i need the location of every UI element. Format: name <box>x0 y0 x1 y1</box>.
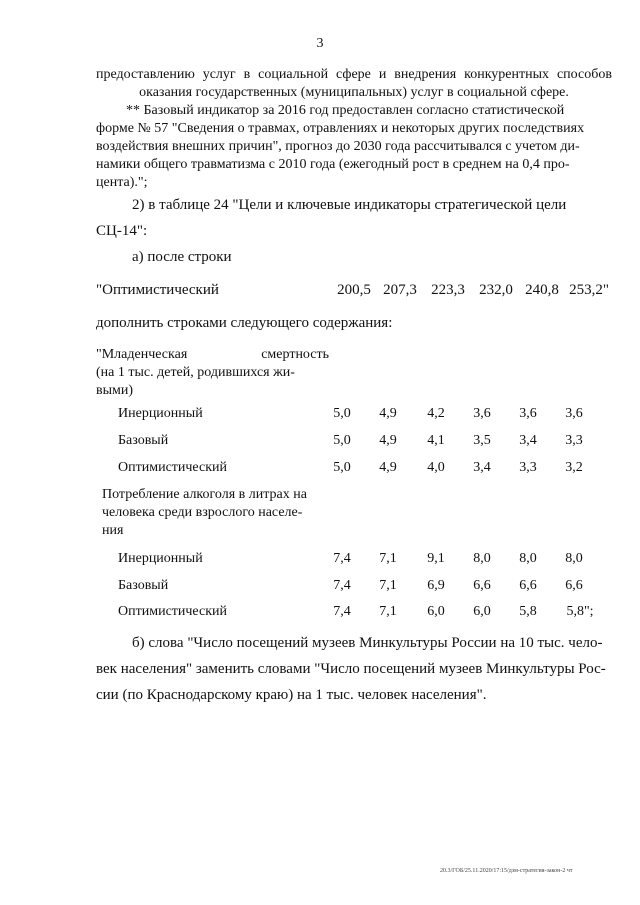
row-value: 232,0 <box>479 282 513 298</box>
row-label: Оптимистический <box>118 604 227 619</box>
row-value: 3,2 <box>565 460 583 475</box>
row-value: 4,2 <box>427 406 445 421</box>
row-value: 200,5 <box>337 282 371 298</box>
row-value: 6,6 <box>473 578 491 593</box>
table-row <box>118 460 623 478</box>
row-value: 3,5 <box>473 433 491 448</box>
table-row <box>118 604 623 622</box>
document-footer: 20.3/ГОБ/25.11.2020/17:15/дзм-стратегия-закон-2 чт <box>440 868 573 874</box>
text-line: век населения" заменить словами "Число посещений музеев Минкультуры Рос- <box>96 661 606 677</box>
row-value: 7,1 <box>379 578 397 593</box>
row-value: 4,0 <box>427 460 445 475</box>
indicator-title: выми) <box>96 383 134 398</box>
row-value: 5,0 <box>333 433 351 448</box>
table-reference-line: 2) в таблице 24 "Цели и ключевые индикаторы стратегической цели <box>132 197 567 213</box>
row-value: 3,3 <box>519 460 537 475</box>
row-value: 3,4 <box>519 433 537 448</box>
row-value: 7,4 <box>333 551 351 566</box>
indicator-title: человека среди взрослого населе- <box>102 505 303 520</box>
row-value: 4,9 <box>379 460 397 475</box>
indicator-title: "Младенческая смертность <box>96 347 329 362</box>
row-label: Инерционный <box>118 551 203 566</box>
indicator-title: Потребление алкоголя в литрах на <box>102 487 307 502</box>
table-row <box>118 406 623 424</box>
row-value: 8,0 <box>473 551 491 566</box>
row-label: Оптимистический <box>118 460 227 475</box>
text-line: ** Базовый индикатор за 2016 год предоставлен согласно статистической <box>126 103 565 118</box>
supplement-line: дополнить строками следующего содержания: <box>96 315 393 331</box>
row-value: 8,0 <box>519 551 537 566</box>
sub-item-a: а) после строки <box>132 249 232 265</box>
indicator-title: ния <box>102 523 124 538</box>
row-value: 4,1 <box>427 433 445 448</box>
text-line: воздействия внешних причин", прогноз до 2030 года рассчитывался с учетом ди- <box>96 139 580 154</box>
row-value: 253,2" <box>569 282 609 298</box>
row-label: Базовый <box>118 433 169 448</box>
row-value: 207,3 <box>383 282 417 298</box>
row-value: 223,3 <box>431 282 465 298</box>
row-value: 4,9 <box>379 406 397 421</box>
row-value: 9,1 <box>427 551 445 566</box>
optimistic-row <box>96 282 626 300</box>
text-line: форме № 57 "Сведения о травмах, отравлениях и некоторых других последствиях <box>96 121 585 136</box>
row-value: 3,6 <box>473 406 491 421</box>
row-label: "Оптимистический <box>96 282 219 298</box>
row-value: 5,8"; <box>566 604 594 619</box>
row-value: 5,0 <box>333 406 351 421</box>
text-line: оказания государственных (муниципальных) услуг в социальной сфере. <box>139 85 569 100</box>
row-value: 7,4 <box>333 604 351 619</box>
page-number: 3 <box>316 36 324 51</box>
row-value: 5,0 <box>333 460 351 475</box>
row-value: 7,1 <box>379 551 397 566</box>
row-value: 6,6 <box>519 578 537 593</box>
text-line: предоставлению услуг в социальной сфере и внедрения конкурентных способов <box>96 67 612 82</box>
table-row <box>118 578 623 596</box>
row-value: 3,6 <box>519 406 537 421</box>
text-line: сии (по Краснодарскому краю) на 1 тыс. человек населения". <box>96 687 487 703</box>
row-value: 4,9 <box>379 433 397 448</box>
row-value: 6,0 <box>473 604 491 619</box>
row-label: Инерционный <box>118 406 203 421</box>
indicator-title: (на 1 тыс. детей, родившихся жи- <box>96 365 295 380</box>
table-row <box>118 551 623 569</box>
row-value: 6,6 <box>565 578 583 593</box>
text-line: намики общего травматизма с 2010 года (ежегодный рост в среднем на 0,4 про- <box>96 157 570 172</box>
row-value: 7,4 <box>333 578 351 593</box>
table-reference-line-2: СЦ-14": <box>96 223 148 239</box>
row-value: 240,8 <box>525 282 559 298</box>
row-value: 3,6 <box>565 406 583 421</box>
row-value: 3,3 <box>565 433 583 448</box>
row-value: 7,1 <box>379 604 397 619</box>
text-line: б) слова "Число посещений музеев Минкультуры России на 10 тыс. чело- <box>132 635 603 651</box>
table-row <box>118 433 623 451</box>
row-value: 6,9 <box>427 578 445 593</box>
row-label: Базовый <box>118 578 169 593</box>
row-value: 3,4 <box>473 460 491 475</box>
row-value: 8,0 <box>565 551 583 566</box>
row-value: 5,8 <box>519 604 537 619</box>
row-value: 6,0 <box>427 604 445 619</box>
text-line: цента)."; <box>96 175 148 190</box>
